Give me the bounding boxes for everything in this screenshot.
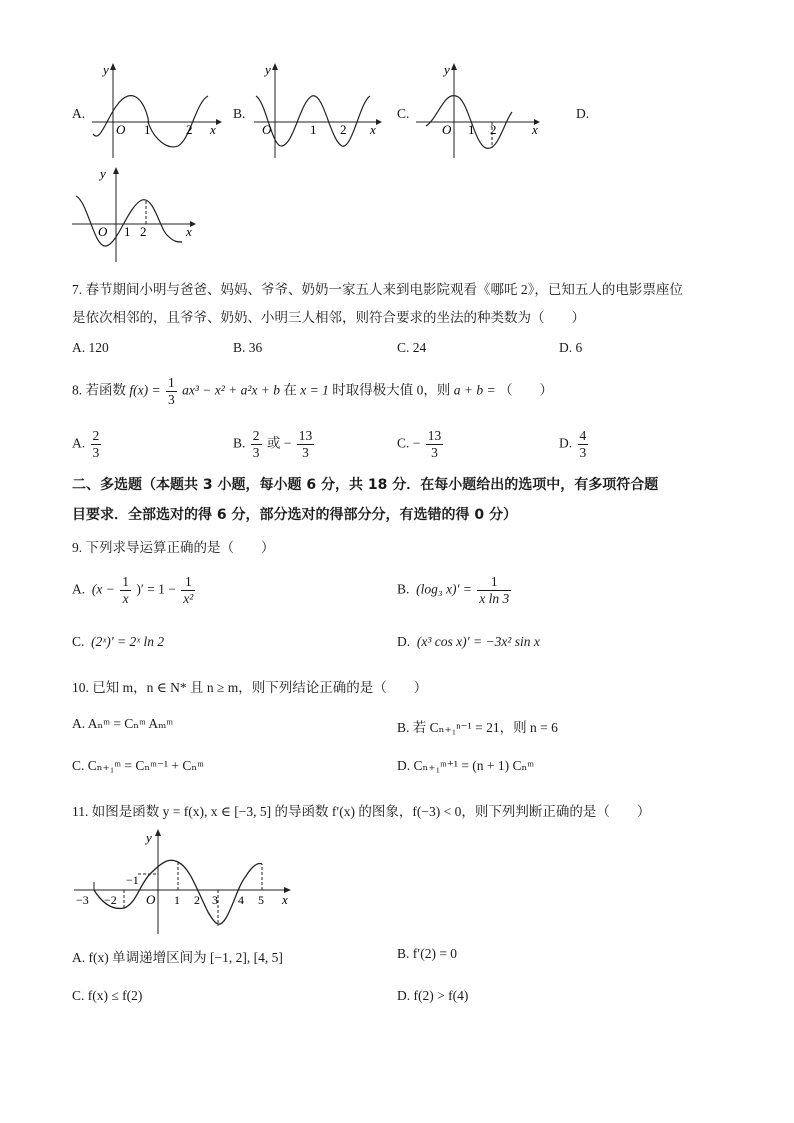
option-b-label: B.: [233, 106, 246, 121]
axis-y-label: y: [444, 62, 450, 77]
tick-minus1: −1: [126, 873, 139, 887]
q9-c-expr: (2ˣ)′ = 2ˣ ln 2: [91, 634, 165, 649]
q7-line2: 是依次相邻的，且爷爷、奶奶、小明三人相邻，则符合要求的坐法的种类数为（ ）: [72, 310, 585, 325]
q9-a-expr-left: (x −: [91, 581, 115, 597]
q8-option-c: [397, 428, 445, 461]
q9-a-frac1: [120, 574, 131, 607]
axis-y-label: y: [265, 62, 271, 77]
tick-1: 1: [468, 122, 475, 137]
section2-line1: 二、多选题（本题共 3 小题，每小题 6 分，共 18 分．在每小题给出的选项中，有多项符合题: [72, 477, 659, 493]
q8-option-d: [559, 428, 590, 461]
q8-d-label: D.: [559, 435, 573, 451]
q8-b-den2: 3: [302, 445, 309, 460]
graph-option-b: [250, 62, 385, 160]
q8-ask: a + b =: [453, 382, 496, 398]
q8-cond: x = 1: [300, 382, 329, 398]
axis-y-label: y: [146, 830, 152, 845]
section2-line2: 目要求．全部选对的得 6 分，部分选对的得部分分，有选错的得 0 分）: [72, 507, 517, 523]
tick-minus3: −3: [76, 893, 89, 907]
q11-derivative-graph: [70, 826, 300, 938]
q8-option-b: [233, 428, 316, 461]
q9-b-den: x ln 3: [479, 591, 510, 606]
tick-2: 2: [194, 893, 200, 907]
q10-option-d: D. Cₙ₊₁ᵐ⁺¹ = (n + 1) Cₙᵐ: [397, 758, 534, 773]
tick-1: 1: [174, 893, 180, 907]
q7-option-d: D. 6: [559, 340, 583, 355]
q10-option-b: B. 若 Cₙ₊₁ⁿ⁻¹ = 21，则 n = 6: [397, 720, 558, 735]
tick-2: 2: [490, 122, 497, 137]
q8-b-or: 或 −: [266, 435, 292, 451]
q8-a-label: A.: [72, 435, 86, 451]
q8-b-num2: 13: [298, 428, 313, 443]
origin-label: O: [98, 224, 108, 239]
q8-c-num: 13: [427, 428, 442, 443]
q11-option-c: C. f(x) ≤ f(2): [72, 988, 143, 1003]
origin-label: O: [442, 122, 452, 137]
q8-paren: （ ）: [499, 382, 554, 398]
tick-1: 1: [124, 224, 131, 239]
q9-b-frac: [477, 574, 511, 607]
tick-5: 5: [258, 893, 264, 907]
q8-c-label: C.: [397, 435, 410, 451]
q9-b-label: B.: [397, 581, 410, 597]
q8-d-frac: [578, 428, 589, 461]
q8-func-lhs: f(x) =: [129, 382, 161, 398]
tick-4: 4: [238, 893, 244, 907]
q8-c-den: 3: [431, 445, 438, 460]
q7-option-b: B. 36: [233, 340, 263, 355]
q9-a-expr-mid: )′ = 1 −: [136, 581, 176, 597]
q8-option-a: [72, 428, 103, 461]
option-d-label: D.: [576, 106, 590, 121]
axis-y-label: y: [103, 62, 109, 77]
axis-x-label: x: [370, 122, 376, 137]
axis-y-label: y: [100, 166, 106, 181]
tick-2: 2: [186, 122, 193, 137]
q8-a-num: 2: [92, 428, 100, 443]
q9-a-d1: x: [122, 591, 129, 606]
q9-a-frac2: [181, 574, 195, 607]
q8-a-frac: [91, 428, 102, 461]
q7-line1: 7. 春节期间小明与爸爸、妈妈、爷爷、奶奶一家五人来到电影院观看《哪吒 2》，已知五人的电影票座位: [72, 282, 683, 297]
axis-x-label: x: [210, 122, 216, 137]
option-a-label: A.: [72, 106, 86, 121]
q8-d-num: 4: [579, 428, 587, 443]
axis-x-label: x: [282, 892, 288, 907]
q8-middle2: 时取得极大值 0，则: [332, 382, 451, 398]
q9-a-d2: x²: [183, 591, 194, 606]
q11-option-a: A. f(x) 单调递增区间为 [−1, 2], [4, 5]: [72, 950, 283, 965]
q8-b-label: B.: [233, 435, 246, 451]
q9-c-label: C.: [72, 634, 85, 649]
q11-option-b: B. f′(2) = 0: [397, 946, 458, 961]
q7-option-a: A. 120: [72, 340, 109, 355]
q8-func-rhs: ax³ − x² + a²x + b: [182, 382, 281, 398]
q8-frac-num: 1: [167, 375, 175, 390]
q8-fraction: [166, 375, 177, 408]
axis-x-label: x: [186, 224, 192, 239]
graph-option-a: [88, 62, 223, 160]
tick-1: 1: [310, 122, 317, 137]
option-c-label: C.: [397, 106, 410, 121]
q8-a-den: 3: [92, 445, 100, 460]
q8-b-frac1: [251, 428, 262, 461]
q9-b-num: 1: [477, 574, 511, 591]
q9-d-label: D.: [397, 634, 411, 649]
graph-option-d: [68, 166, 203, 264]
q10-option-c: C. Cₙ₊₁ᵐ = Cₙᵐ⁻¹ + Cₙᵐ: [72, 758, 204, 773]
q8-b-frac2: [297, 428, 315, 461]
q9-stem: 9. 下列求导运算正确的是（ ）: [72, 540, 275, 555]
q9-a-n2: 1: [181, 574, 195, 591]
q9-a-label: A.: [72, 581, 86, 597]
q8-c-frac: [426, 428, 444, 461]
q9-b-expr: (log₃ x)′ =: [416, 581, 472, 597]
q9-option-b: [397, 574, 513, 607]
q8-c-sign: −: [412, 435, 421, 451]
q10-stem: 10. 已知 m，n ∈ N* 且 n ≥ m，则下列结论正确的是（ ）: [72, 680, 428, 695]
q7-option-c: C. 24: [397, 340, 427, 355]
q9-option-d: [397, 634, 540, 650]
origin-label: O: [116, 122, 126, 137]
q9-option-c: [72, 634, 164, 650]
origin-label: O: [262, 122, 272, 137]
q8-middle: 在: [283, 382, 297, 398]
q11-option-d: D. f(2) > f(4): [397, 988, 469, 1003]
q9-option-a: [72, 574, 197, 607]
q8-frac-den: 3: [167, 392, 175, 407]
graph-option-c: [412, 62, 547, 160]
q8-prefix: 8. 若函数: [72, 382, 126, 398]
q8-stem: [72, 375, 553, 408]
origin-label: O: [146, 892, 156, 907]
tick-3: 3: [212, 893, 218, 907]
tick-1: 1: [144, 122, 151, 137]
q11-stem: 11. 如图是函数 y = f(x), x ∈ [−3, 5] 的导函数 f′(x) 的图象，f(−3) < 0，则下列判断正确的是（ ）: [72, 804, 651, 819]
q8-d-den: 3: [579, 445, 587, 460]
tick-2: 2: [140, 224, 147, 239]
q8-b-num1: 2: [252, 428, 260, 443]
tick-2: 2: [340, 122, 347, 137]
q9-a-n1: 1: [122, 574, 129, 589]
axis-x-label: x: [532, 122, 538, 137]
q9-d-expr: (x³ cos x)′ = −3x² sin x: [416, 634, 540, 649]
q8-b-den1: 3: [252, 445, 260, 460]
q10-option-a: A. Aₙᵐ = Cₙᵐ Aₘᵐ: [72, 716, 174, 731]
tick-minus2: −2: [104, 893, 117, 907]
